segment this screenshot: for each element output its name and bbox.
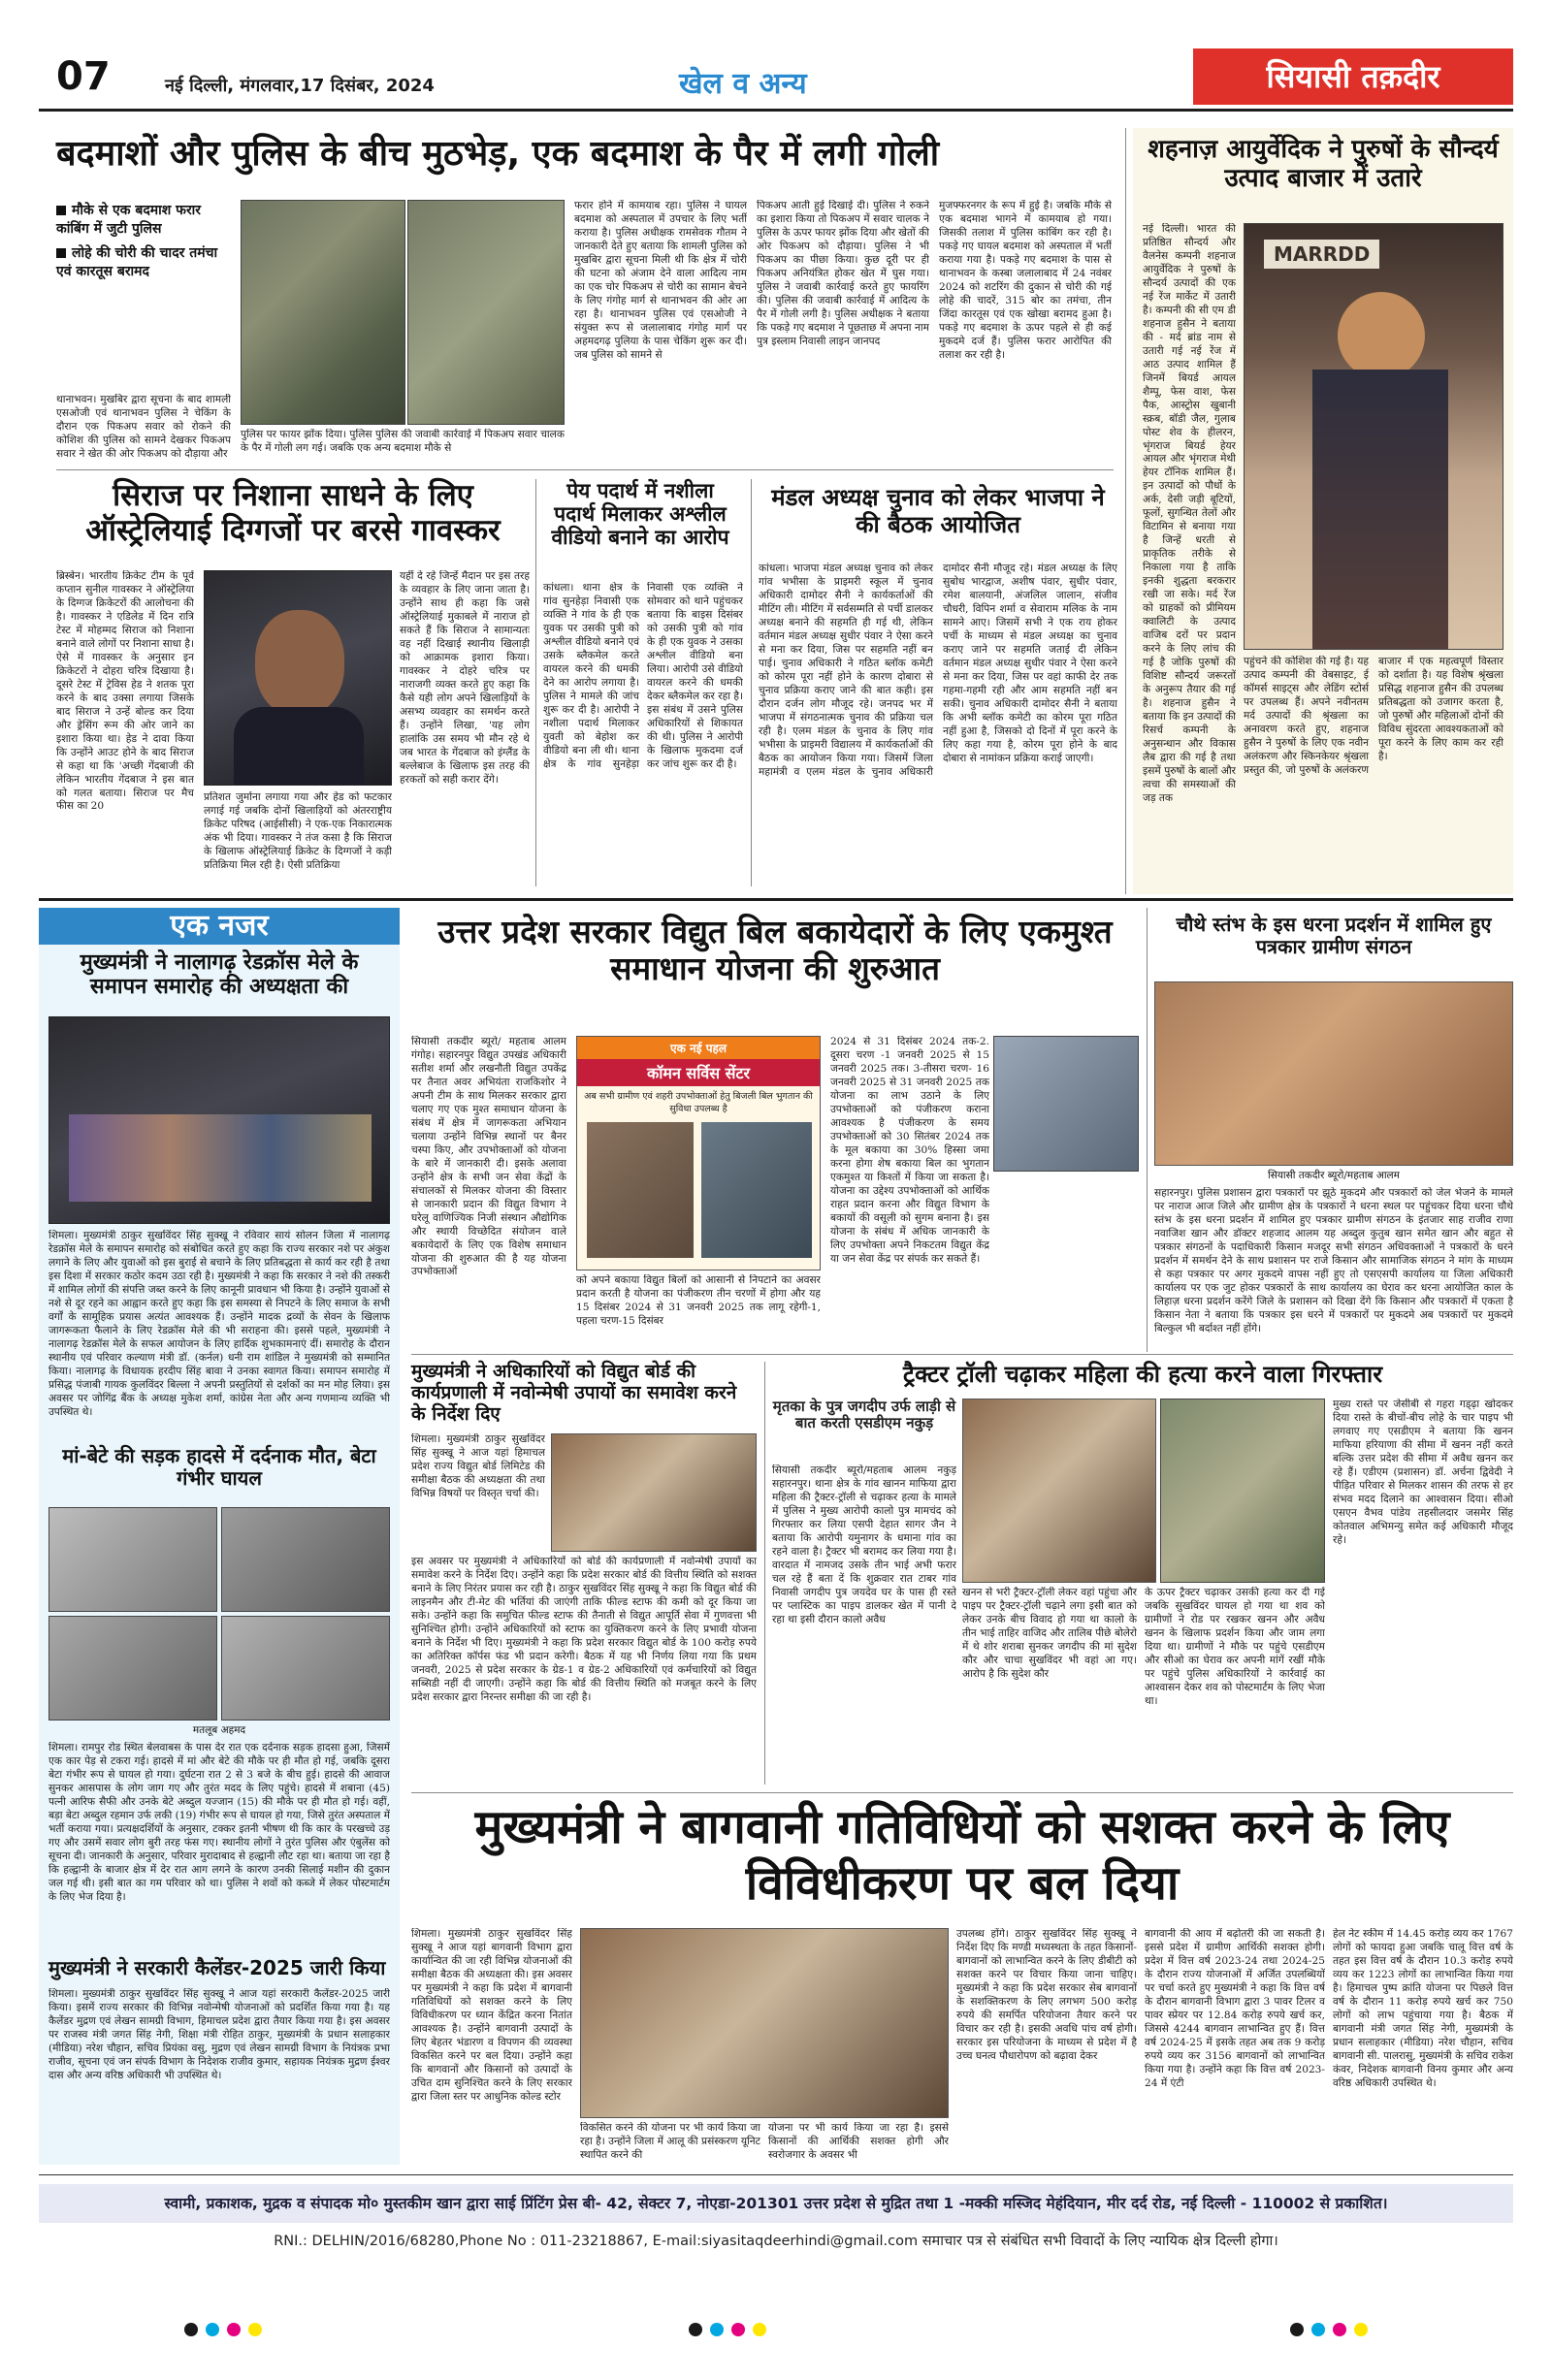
shahnaz-headline: शहनाज़ आयुर्वेदिक ने पुरुषों के सौन्दर्य उत्पाद बाजार में उतारे xyxy=(1148,135,1499,193)
ek-nazar-label: एक नजर xyxy=(39,908,400,945)
nalagarh-photo xyxy=(48,1016,390,1224)
cm-bijli-photo xyxy=(551,1433,757,1552)
marrdd-label: MARRDD xyxy=(1264,240,1379,269)
encounter-col4: मुजफ्फरनगर के रूप में हुई है। जबकि मौके से एक बदमाश भागने में कामयाब हो गया। जिसकी तलाश में पुलिस कांबिंग कर रही है। पकड़े गए घायल बदमाश को अस्पताल में भर्ती कराया गया है। पकड़े गए बदमाश के पास से थानाभवन के कस्बा जलालाबाद में 24 नवंबर 2024 को शटरिंग की दुकान से चोरी की गई लोहे की चादरें, 315 बोर का तमंचा, तीन जिंदा कारतूस एवं एक खोखा बरामद हुआ है। पकड़े गए बदमाश के ऊपर पहले से ही कई मुकदमे दर्ज हैं। पुलिस फरार आरोपित की तलाश कर रही है। xyxy=(939,200,1112,361)
reg-dot-cyan xyxy=(1311,2323,1325,2336)
poster-person-2 xyxy=(701,1122,812,1258)
shahnaz-col1-top: नई दिल्ली। भारत की प्रतिष्ठित सौन्दर्य और वैलनेस कम्पनी शहनाज आयुर्वेदिक ने पुरुषों के सौन्दर्य उत्पादों की एक नई रेंज मार्केट में उतारी है। कम्पनी की सी एम डी शहनाज हुसैन ने बताया की - मर्द ब्रांड नाम से उतारी गई नई रेंज में आठ उत्पाद शामिल हैं जिनमें बियर्ड आयल शैम्पू, फेस वाश, फेस पैक, आस्ट्रोस खुबानी स्क्रब, बॉडी जैल, गुलाब पोस्ट शेव के हीलरन, भृंगराज बियर्ड हेयर आयल और भृंगराज मेथी हेयर टॉनिक शामिल हैं। इन उत्पादों को पौधों के अर्क, देसी जड़ी बूटियों, फूलों, सुगन्धित तेलों और विटामिन से बनाया गया है जिन्हें धरती से प्राकृतिक तरीके से निकाला गया है ताकि इनकी शुद्धता बरकरार रखी जा सके। मर्द रेंज को ग्राहकों को प्रीमियम क्वालिटी के उत्पाद वाजिब दरों पर प्रदान करने के लिए लांच की गई है जोकि पुरुषों की विशिष्ट सौन्दर्य जरूरतों के अनुरूप तैयार की गई है। शहनाज हुसैन ने बताया कि इन उत्पादों की रिसर्च कम्पनी के अनुसन्धान और विकास लैब द्वारा की गई है तथा इसमें पुरुषों के बालों और त्वचा की समस्याओं की जड़ तक xyxy=(1143,223,1236,804)
poster-title: कॉमन सर्विस सेंटर xyxy=(577,1059,820,1086)
reg-dot-cyan xyxy=(206,2323,219,2336)
bagwani-photo xyxy=(580,1928,949,2118)
registration-marks xyxy=(0,2308,1552,2351)
mandal-headline: मंडल अध्यक्ष चुनाव को लेकर भाजपा ने की बैठक आयोजित xyxy=(771,484,1105,538)
reg-dot-black xyxy=(184,2323,198,2336)
poster-person-1 xyxy=(587,1122,694,1258)
bijli-headline: उत्तर प्रदेश सरकार विद्युत बिल बकायेदारों के लिए एकमुश्त समाधान योजना की शुरुआत xyxy=(437,913,1113,987)
encounter-lead: थानाभवन। मुखबिर द्वारा सूचना के बाद शामली एसओजी एवं थानाभवन पुलिस ने चेकिंग के दौरान एक पिकअप सवार को रोकने की कोशिश की पुलिस को सामने देखकर पिकअप सवार ने खेत की ओर पिकअप को दौड़ाया और xyxy=(56,394,231,460)
shahnaz-product-photo xyxy=(1244,223,1504,650)
bagwani-col2: विकसित करने की योजना पर भी कार्य किया जा रहा है। उन्होंने जिला में आलू की प्रसंस्करण यूनिट स्थापित करने की xyxy=(580,2122,760,2161)
bijli-col1: सियासी तकदीर ब्यूरो/ महताब आलम गंगोह। सहारनपुर विद्युत उपखंड अधिकारी सतीश शर्मा और लखनौती विद्युत उपकेंद्र पर तैनात अवर अभियंता राजकिशोर ने अपनी टीम के साथ मिलकर सरकार द्वारा चलाए गए एक मुश्त समाधान योजना के संबंध में क्षेत्र में जागरूकता अभियान चलाया उन्होंने विभिन्न स्थानों पर बैनर चस्पा किए, और उपभोक्ताओं को योजना के बारे में जानकारी दी। इसके अलावा उन्होंने क्षेत्र के सभी जन सेवा केंद्रों के संचालकों से मिलकर योजना की विस्तार से जानकारी प्रदान की विद्युत विभाग ने घरेलू वाणिज्यिक निजी संस्थान औद्योगिक और स्थायी विच्छेदित संयोजन वाले बकायेदारों के लिए एक विशेष समाधान योजना की शुरुआत की है यह योजना उपभोक्ताओं xyxy=(411,1036,566,1278)
poster-top: एक नई पहल xyxy=(577,1037,820,1059)
encounter-col3: पिकअप आती हुई दिखाई दी। पुलिस ने रुकने का इशारा किया तो पिकअप में सवार चालक ने पुलिस के ऊपर फायर झोंक दिया और खेतों की ओर पिकअप को दौड़ाया। पुलिस ने भी पिकअप का पीछा किया। कुछ दूरी पर ही पिकअप अनियंत्रित होकर खेत में घुस गया। पुलिस ने जवाबी कार्रवाई करते हुए फायरिंग की। पुलिस की जवाबी कार्रवाई में आदित्य के पैर में गोली लगी है। पुलिस अधीक्षक ने बताया कि पकड़े गए बदमाश ने पूछताछ में अपना नाम पुत्र इस्लाम निवासी लाइन जानपद xyxy=(757,200,929,347)
accident-photo-caption: मतलूब अहमद xyxy=(192,1724,246,1736)
tractor-col1: सियासी तकदीर ब्यूरो/महताब आलम नकुड़ सहारनपुर। थाना क्षेत्र के गांव खानन माफिया द्वारा महिला की ट्रैक्टर-ट्रॉली से चढ़ाकर हत्या के मामले में पुलिस ने मुख्य आरोपी कालो पुत्र मामचंद को गिरफ्तार कर लिया एसपी देहात सागर जैन ने बताया कि आरोपी यमुनागर के धमाना गांव का रहने वाला है। ट्रैक्टर भी बरामद कर लिया गया है। वारदात में नामजद उसके तीन भाई अभी फरार चल रहे हैं बता दें कि शुक्रवार रात टाबर गांव निवासी जगदीप पुत्र जयदेव घर के पास ही रस्ते पर प्लास्टिक का पाइप डालकर खेत में पानी दे रहा था इसी दौरान कालो अवैध xyxy=(772,1464,956,1625)
masthead-rule xyxy=(39,109,1513,112)
bagwani-headline: मुख्यमंत्री ने बागवानी गतिविधियों को सशक्त करने के लिए विविधीकरण पर बल दिया xyxy=(474,1800,1450,1911)
encounter-photo-2 xyxy=(407,200,565,425)
tractor-photo-caption: खनन से भरी ट्रैक्टर-ट्रॉली लेकर वहां पहुंचा और पाइप पर ट्रैक्टर-ट्रॉली चढ़ाने लगा इसी बात को लेकर उनके बीच विवाद हो गया था कालो के तीन भाई ताहिर वाजिद और तालिब पीछे बोलेरो में थे शोर शराबा सुनकर जगदीप की मां सुदेश कौर और चाचा सुखविंदर भी वहां आ गए। आरोप है कि सुदेश कौर xyxy=(962,1587,1137,1680)
dharna-headline: चौथे स्तंभ के इस धरना प्रदर्शन में शामिल हुए पत्रकार ग्रामीण संगठन xyxy=(1176,913,1492,958)
person-body xyxy=(1312,370,1448,650)
accident-photo-3 xyxy=(48,1616,217,1721)
reg-dot-black xyxy=(1290,2323,1304,2336)
accident-headline: मां-बेटे की सड़क हादसे में दर्दनाक मौत, बेटा गंभीर घायल xyxy=(62,1444,376,1490)
bullet-square-icon xyxy=(56,248,66,258)
bagwani-col3: योजना पर भी कार्य किया जा रहा है। इससे किसानों की आर्थिकी सशक्त होगी और स्वरोजगार के अवसर भी xyxy=(768,2122,949,2161)
poster-sub: अब सभी ग्रामीण एवं शहरी उपभोक्ताओं हेतु बिजली बिल भुगतान की सुविधा उपलब्ध है xyxy=(584,1091,813,1114)
shahnaz-col2: पहुंचने की कोशिश की गई है। यह उत्पाद कम्पनी की वेबसाइट, ई कॉमर्स साइट्स और लेडिंग स्टोर्स पर उपलब्ध हैं। अपने नवीनतम मर्द उत्पादों की श्रृंखला का अनावरण करते हुए, शहनाज हुसैन ने पुरुषों के लिए एक नवीन अलंकरण और स्किनकेयर श्रृंखला प्रस्तुत की, जो पुरुषों के अलंकरण बाजार में एक महत्वपूर्ण विस्तार को दर्शाता है। यह विशेष श्रृंखला प्रसिद्ध शहनाज हुसैन की उपलब्ध प्रतिबद्धता को उजागर करता है, जो पुरुषों और महिलाओं दोनों की विविध सुंदरता आवश्यकताओं को पूरा करने के लिए काम कर रही है। xyxy=(1244,656,1504,776)
divider xyxy=(1147,908,1148,1352)
encounter-bullets xyxy=(56,202,231,281)
mandal-body: कांधला। भाजपा मंडल अध्यक्ष चुनाव को लेकर गांव भभीसा के प्राइमरी स्कूल में चुनाव अधिकारी दामोदर सैनी ने कार्यकर्ताओं की मीटिंग ली। मीटिंग में सर्वसम्मति से पर्ची डालकर अध्यक्ष बनाने की सहमति ही गई थी, लेकिन वर्तमान मंडल अध्यक्ष सुधीर पंवार ने ऐसा करने से मना कर दिया, जिस पर सहमति नहीं बन पाई। चुनाव अधिकारी ने गठित ब्लॉक कमेटी को कोरम पूरा नहीं होने के कारण दोबारा से चुनाव प्रक्रिया कराए जाने की बात कही। इस दौरान दर्जन लोग मौजूद रहे। जनपद भर में भाजपा में संगठनात्मक चुनाव की प्रक्रिया चल रही है। एलम मंडल के चुनाव के लिए गांव भभीसा के प्राइमरी विद्यालय में कार्यकर्ताओं की बैठक का आयोजन किया गया। जिसमें जिला महामंत्री व एलम मंडल के चुनाव अधिकारी दामोदर सैनी मौजूद रहे। मंडल अध्यक्ष के लिए सुबोध भारद्वाज, अशीष पंवार, सुधीर पंवार, रमेश बालयानी, अंजलिल जालान, संजीव चौधरी, विपिन शर्मा व सेवाराम मलिक के नाम सामने आए। जिसमें सभी ने एक राय होकर पर्ची के माध्यम से मंडल अध्यक्ष का चुनाव कराए जाने पर सहमति जताई दी लेकिन वर्तमान मंडल अध्यक्ष सुधीर पंवार ने ऐसा करने से मना कर दिया, जिस पर वहां काफी देर तक गहमा-गहमी रही और आम सहमति नहीं बन सकी। चुनाव अधिकारी दामोदर सैनी ने बताया कि अभी ब्लॉक कमेटी का कोरम पूरा गठित नहीं हुआ है, जिसको दो दिनों में पूरा करने के लिए कहा गया है, कोरम पूरा होने के बाद दोबारा से नामांकन प्रक्रिया कराई जाएगी। xyxy=(759,563,1117,778)
reg-dot-yellow xyxy=(753,2323,766,2336)
reg-dot-magenta xyxy=(1333,2323,1346,2336)
encounter-col2: फरार होने में कामयाब रहा। पुलिस ने घायल बदमाश को अस्पताल में उपचार के लिए भर्ती कराया है। पुलिस अधीक्षक रामसेवक गौतम ने जानकारी देते हुए बताया कि शामली पुलिस को मुखबिर द्वारा सूचना मिली थी कि क्षेत्र में चोरी की घटना को अंजाम देने वाला आदित्य नाम का एक चोर पिकअप से चोरी का सामान बेचने के लिए गंगोह मार्ग से थानाभवन की ओर आ रहा है। थानाभवन पुलिस एवं एसओजी ने संयुक्त रूप से जलालाबाद गंगोह मार्ग पर अहमदगढ़ पुलिया के पास चेकिंग शुरू कर दी। जब पुलिस को सामने से xyxy=(574,200,747,361)
reg-dot-black xyxy=(689,2323,702,2336)
divider xyxy=(1125,128,1126,894)
tractor-subheadline: मृतका के पुत्र जगदीप उर्फ लाड़ी से बात करती एसडीएम नकुड़ xyxy=(772,1398,956,1432)
encounter-headline: बदमाशों और पुलिस के बीच मुठभेड़, एक बदमाश के पैर में लगी गोली xyxy=(56,134,940,174)
gavaskar-col2: प्रतिशत जुर्माना लगाया गया और हेड को फटकार लगाई गई जबकि दोनों खिलाड़ियों को अंतरराष्ट्रीय क्रिकेट परिषद (आईसीसी) ने एक-एक निकारात्मक अंक भी दिया। गावस्कर ने तंज कसा है कि सिराज के खिलाफ ऑस्ट्रेलियाई क्रिकेट के दिग्गजों ने कड़ी प्रतिक्रिया मिल रही है। ऐसी प्रतिक्रिया xyxy=(204,791,392,871)
reg-dot-magenta xyxy=(731,2323,745,2336)
bagwani-col1: शिमला। मुख्यमंत्री ठाकुर सुखविंदर सिंह सुक्खू ने आज यहां बागवानी विभाग द्वारा कार्यान्वित की जा रही विभिन्न योजनाओं की समीक्षा बैठक की अध्यक्षता की। इस अवसर पर मुख्यमंत्री ने कहा कि प्रदेश में बागवानी गतिविधियों को सशक्त करने के लिए विविधीकरण पर ध्यान केंद्रित करना नितांत आवश्यक है। उन्होंने बागवानी उत्पादों के लिए बेहतर भंडारण व विपणन की व्यवस्था विकसित करने पर बल दिया। उन्होंने कहा कि बागवानों और किसानों को उत्पादों के उचित दाम सुनिश्चित करने के लिए सरकार द्वारा जिला स्तर पर आधुनिक कोल्ड स्टोर xyxy=(411,1928,572,2103)
section-rule xyxy=(39,898,1513,901)
nalagarh-body: शिमला। मुख्यमंत्री ठाकुर सुखविंदर सिंह सुक्खू ने रविवार सायं सोलन जिला में नालागढ़ रेडक्रॉस मेले के समापन समारोह को संबोधित करते हुए कहा कि राज्य सरकार नशे पर अंकुश लगाने के लिए और युवाओं को इस बुराई से बचाने के लिए प्रतिबद्धता से कार्य कर रही है तथा इस दिशा में सरकार कठोर कदम उठा रही है। मुख्यमंत्री ने कहा कि सरकार ने नशे की तस्करी में शामिल लोगों की संपत्ति जब्त करने के लिए कानूनी प्रावधान भी किया है। उन्होंने युवाओं से नशे से दूर रहने का आह्वान करते हुए कहा कि इस समस्या से निपटने के लिए समाज के सभी वर्गों के सामूहिक प्रयास अत्यंत आवश्यक हैं। उन्होंने मादक द्रव्यों के सेवन के खिलाफ जागरूकता फैलाने के लिए रेडक्रॉस मेले की भी सराहना की। इससे पहले, मुख्यमंत्री ने नालागढ़ रेडक्रॉस मेले के सफल आयोजन के लिए हार्दिक शुभकामनाएं दीं। समारोह के दौरान स्थानीय एवं परिवार कल्याण मंत्री डॉ. (कर्नल) धनी राम शांडिल ने मुख्यमंत्री को सम्मानित किया। नालागढ़ के विधायक हरदीप सिंह बावा ने उनका स्वागत किया। समापन समारोह में प्रसिद्ध पंजाबी गायक कुलविंदर बिल्ला ने अपनी प्रस्तुतियों से दर्शकों का मन मोह लिया। इस अवसर पर जोगिंद्र बैंक के अध्यक्ष मुकेश शर्मा, कांग्रेस नेता और अन्य गणमान्य व्यक्ति भी उपस्थित थे। xyxy=(48,1230,390,1418)
cm-bijli-body: इस अवसर पर मुख्यमंत्री ने अधिकारियों को बोर्ड की कार्यप्रणाली में नवोन्मेषी उपायों का समावेश करने के निर्देश दिए। उन्होंने कहा कि प्रदेश सरकार बोर्ड की वित्तीय स्थिति को सशक्त बनाने के लिए निरंतर प्रयास कर रही है। ठाकुर सुखविंदर सिंह सुक्खू ने कहा कि विद्युत बोर्ड की लाइनमैन और टी-मेट की भर्तियां की जाएंगी ताकि फील्ड स्टाफ की कमी को दूर किया जा सके। उन्होंने कहा कि समुचित फील्ड स्टाफ की तैनाती से विद्युत आपूर्ति सेवा में गुणवत्ता भी सुनिश्चित होगी। उन्होंने अधिकारियों को स्टाफ का युक्तिकरण करने के लिए प्रभावी योजना बनाने के निर्देश भी दिए। मुख्यमंत्री ने कहा कि प्रदेश सरकार विद्युत बोर्ड के 100 करोड़ रुपये का अतिरिक्त कॉर्पस फंड भी प्रदान करेगी। बैठक में यह भी निर्णय लिया गया कि प्रथम जनवरी, 2025 से प्रदेश सरकार के ग्रेड-1 व ग्रेड-2 अधिकारियों एवं कर्मचारियों को विद्युत सब्सिडी नहीं दी जाएगी। उन्होंने कहा कि बोर्ड की वित्तीय स्थिति को मजबूत करने के लिए प्रदेश सरकार द्वारा निरन्तर समीक्षा की जा रही है। xyxy=(411,1556,757,1703)
encounter-bullet-1 xyxy=(56,202,231,239)
video-body: कांधला। थाना क्षेत्र के गांव सुनहेड़ा निवासी एक व्यक्ति ने गांव के ही एक युवक पर उसकी पुत्री को अश्लील वीडियो बनाने एवं उसके ब्लैकमेल करते वायरल करने की धमकी देने का आरोप लगाया है। पुलिस ने मामले की जांच शुरू कर दी है। आरोपी ने नशीला पदार्थ मिलाकर युवती को बेहोश कर वीडियो बना ली थी। थाना क्षेत्र के गांव सुनहेड़ा निवासी एक व्यक्ति ने सोमवार को थाने पहुंचकर बताया कि बाइस दिसंबर को उसकी पुत्री को गांव के ही एक युवक ने उसका अश्लील वीडियो बना लिया। आरोपी उसे वीडियो वायरल करने की धमकी देकर ब्लैकमेल कर रहा है। इस संबंध में उसने पुलिस अधिकारियों से शिकायत की थी। पुलिस ने आरोपी के खिलाफ मुकदमा दर्ज कर जांच शुरू कर दी है। xyxy=(543,582,743,770)
accident-photo-2 xyxy=(221,1507,390,1612)
bijli-poster xyxy=(576,1036,821,1270)
divider xyxy=(411,1354,1513,1355)
tractor-col2: के ऊपर ट्रैक्टर चढ़ाकर उसकी हत्या कर दी गई जबकि सुखविंदर घायल हो गया था शव को ग्रामीणों ने रोड पर रखकर खनन और अवैध खनन के खिलाफ प्रदर्शन किया और जाम लगा दिया था। ग्रामीणों ने मौके पर पहुंचे एसडीएम और सीओ का घेराव कर अपनी मांगें रखीं मौके पर पहुंचे पुलिस अधिकारियों ने कार्रवाई का आश्वासन देकर शव को पोस्टमार्टम के लिए भेजा था। xyxy=(1145,1587,1325,1707)
divider xyxy=(535,479,536,886)
face-shape xyxy=(255,610,344,717)
accident-photo-4 xyxy=(221,1616,390,1721)
tractor-col3: मुख्य रास्ते पर जेसीबी से गहरा गड्ढ़ा खोदकर दिया रास्ते के बीचों-बीच लोहे के चार पाइप भी लगवाए गए एसडीएम ने बताया कि खनन माफिया हरियाणा की सीमा में खनन नहीं करते बल्कि उत्तर प्रदेश की सीमा में अवैध खनन कर रहे हैं। एडीएम (प्रशासन) डॉ. अर्चना द्विवेदी ने पीड़ित परिवार से मिलकर शासन की तरफ से हर संभव मदद दिलाने का आश्वासन दिया। सीओ एसएन वैभव पांडेय तहसीलदार जसमेर सिंह कोतवाल अभिमन्यु समेत कई अधिकारी मौजूद रहे। xyxy=(1333,1399,1513,1546)
dharna-photo-caption: सियासी तकदीर ब्यूरो/महताब आलम xyxy=(1268,1170,1400,1181)
divider xyxy=(751,479,752,886)
bagwani-col6: हेल नेट स्कीम में 14.45 करोड़ व्यय कर 1767 लोगों को फायदा हुआ जबकि चालू वित्त वर्ष के तहत इस वित्त वर्ष के दौरान 10.3 करोड़ रुपये व्यय कर 1223 लोगों का लाभान्वित किया गया है। हिमाचल पुष्प क्रांति योजना पर पिछले वित्त वर्ष के दौरान 11 करोड़ रुपये खर्च कर 750 लोगों को लाभ पहुंचाया गया है। बैठक में बागवानी मंत्री जगत सिंह नेगी, मुख्यमंत्री के प्रधान सलाहकार (मीडिया) नरेश चौहान, सचिव बागवानी सी. पालरासु, मुख्यमंत्री के सचिव राकेश कंवर, निदेशक बागवानी विनय कुमार और अन्य वरिष्ठ अधिकारी उपस्थित थे। xyxy=(1333,1928,1513,2089)
dharna-body: सहारनपुर। पुलिस प्रशासन द्वारा पत्रकारों पर झूठे मुकदमे और पत्रकारों को जेल भेजने के मामले पर नाराज आज जिले और ग्रामीण क्षेत्र के पत्रकारों ने धरना स्थल पर पहुंचकर दिया धरना चौथे स्तंभ के इस धरना प्रदर्शन में शामिल हुए पत्रकार ग्रामीण संगठन के इंतजार साह राजीव राणा नवाजिश खान और डॉक्टर शहजाद आलम यह अब्दुल कुतुब खान समेत खान और बहुत से पत्रकार संगठनों के पदाधिकारी किसान मजदूर सभी संगठन अधिवक्ताओं ने पत्रकारों के धरने प्रदर्शन में समर्थन देने के साथ प्रशासन पर राजे किसान और सामाजिक संगठन ने मांग के माध्यम से कहा पत्रकार पर अगर मुकदमे वापस नहीं हुए तो एसएसपी कार्यालय या जिला अधिकारी कार्यालय पर एक जुट होकर पत्रकारों के साथ कार्यालय का घेराव कर धरना आयोजित काल के लिहाज़ धरना प्रदर्शन करेंगे जिले के प्रशासन को दिखा देंगे कि किसान और पत्रकारों में एकता है किसान नेता ने बताया कि पत्रकार इस धरने में पत्रकारों पर मुकदमे अब पत्रकारों पर मुकदमे बिल्कुल भी बर्दाश्त नहीं होंगे। xyxy=(1154,1187,1513,1335)
dharna-photo xyxy=(1154,981,1513,1166)
gavaskar-col1: ब्रिस्बेन। भारतीय क्रिकेट टीम के पूर्व कप्तान सुनील गावस्कर ने ऑस्ट्रेलिया के दिग्गज क्रिकेटरों की आलोचना की है। गावस्कर ने एडिलेड में दिन रात्रि टेस्ट में मोहम्मद सिराज को निशाना बनाने वाले लोगों पर निशाना साधा है। ऐसे में गावस्कर के अनुसार इन क्रिकेटरों ने दोहरा चरित्र दिखाया है। दूसरे टेस्ट में ट्रेविस हेड ने शतक पूरा करने के बाद उक्सा लगाया जिसके बाद सिराज ने उन्हें बोल्ड कर दिया और ड्रेसिंग रूम की ओर जाने का इशारा किया था। हेड ने दावा किया कि उन्होंने आउट होने के बाद सिराज से कहा था कि 'अच्छी गेंदबाजी की लेकिन भारतीय गेंदबाज ने इस बात को गलत बताया। सिराज पर मैच फीस का 20 xyxy=(56,570,194,813)
shoulder-shape xyxy=(234,707,364,786)
encounter-photo-caption: पुलिस पर फायर झोंक दिया। पुलिस पुलिस की जवाबी कार्रवाई में पिकअप सवार चालक के पैर में गोली लग गई। जबकि एक अन्य बदमाश मौके से xyxy=(241,429,565,454)
bijli-col3: 2024 से 31 दिसंबर 2024 तक-2. दूसरा चरण -1 जनवरी 2025 से 15 जनवरी 2025 तक। 3-तीसरा चरण- 16 जनवरी 2025 से 31 जनवरी 2025 तक योजना का लाभ उठाने के लिए उपभोक्ताओं को पंजीकरण कराना आवश्यक है पंजीकरण के समय उपभोक्ताओं को 30 सितंबर 2024 तक के मूल बकाया का 30% हिस्सा जमा करना होगा शेष बकाया बिल का भुगतान एकमुश्त या किश्तों में किया जा सकता है। योजना का उद्देश्य उपभोक्ताओं को आर्थिक राहत प्रदान करना और विद्युत विभाग के बकायों की वसूली को सुगम बनाना है। इस योजना के संबंध में अधिक जानकारी के लिए उपभोक्ता अपने निकटतम विद्युत केंद्र या जन सेवा केंद्र पर संपर्क कर सकते हैं। xyxy=(830,1036,989,1265)
bullet-square-icon xyxy=(56,206,66,215)
accident-body: शिमला। रामपुर रोड स्थित बेलवाबस के पास देर रात एक दर्दनाक सड़क हादसा हुआ, जिसमें एक कार पेड़ से टकरा गई। हादसे में मां और बेटे की मौके पर ही मौत हो गई, जबकि दूसरा बेटा गंभीर रूप से घायल हो गया। दुर्घटना रात 2 से 3 बजे के बीच हुई। हादसे की आवाज सुनकर आसपास के लोग जाग गए और तुरंत मदद के लिए पहुंचे। हादसे में शबाना (45) पत्नी आरिफ सैफी और उनके बेटे अब्दुल यज्जान (15) की मौके पर ही मौत हो गई। वहीं, बड़ा बेटा अब्दुल रहमान उर्फ लकी (19) गंभीर रूप से घायल हो गया, जिसे तुरंत अस्पताल में भर्ती कराया गया। प्रत्यक्षदर्शियों के अनुसार, टक्कर इतनी भीषण थी कि कार के परखच्चे उड़ गए और उसमें सवार लोग बुरी तरह फंस गए। स्थानीय लोगों ने तुरंत पुलिस और एंबुलेंस को सूचना दी। जानकारी के अनुसार, परिवार मुरादाबाद से हल्द्वानी लौट रहा था। बताया जा रहा है कि हल्द्वानी के बाजार क्षेत्र में देर रात आग लगने के कारण उनकी सिलाई मशीन की दुकान जल गई थी। इसी बात का गम परिवार को था। पुलिस ने शवों को कब्जे में लेकर पोस्टमार्टम के लिए भेज दिया है। xyxy=(48,1742,390,1903)
cm-bijli-headline: मुख्यमंत्री ने अधिकारियों को विद्युत बोर्ड की कार्यप्रणाली में नवोन्मेषी उपायों का समावेश करने के निर्देश दिए xyxy=(411,1361,737,1425)
bijli-side-photo xyxy=(993,1036,1139,1172)
reg-dot-yellow xyxy=(248,2323,262,2336)
encounter-photo-1 xyxy=(241,200,405,425)
calendar-body: शिमला। मुख्यमंत्री ठाकुर सुखविंदर सिंह सुक्खू ने आज यहां सरकारी कैलेंडर-2025 जारी किया। इसमें राज्य सरकार की विभिन्न नवोन्मेषी योजनाओं को प्रदर्शित किया गया है। यह कैलेंडर मुद्रण एवं लेखन सामग्री विभाग, हिमाचल प्रदेश द्वारा तैयार किया गया है। इस अवसर पर राजस्व मंत्री जगत सिंह नेगी, शिक्षा मंत्री रोहित ठाकुर, मुख्यमंत्री के प्रधान सलाहकार (मीडिया) नरेश चौहान, सचिव प्रियंका वसु, मुद्रण एवं लेखन सामग्री विभाग के नियंत्रक प्रभा राजीव, सूचना एवं जन संपर्क विभाग के निदेशक राजीव कुमार, सहायक नियंत्रक मुद्रण ईश्वर दास और अन्य वरिष्ठ अधिकारी भी उपस्थित थे। xyxy=(48,1988,390,2081)
section-label: खेल व अन्य xyxy=(679,67,807,101)
calendar-headline: मुख्यमंत्री ने सरकारी कैलेंडर-2025 जारी किया xyxy=(48,1956,386,1979)
video-headline: पेय पदार्थ में नशीला पदार्थ मिलाकर अश्लील वीडियो बनाने का आरोप xyxy=(551,479,729,550)
footer-imprint: स्वामी, प्रकाशक, मुद्रक व संपादक मो० मुस्तकीम खान द्वारा साई प्रिंटिंग प्रेस बी- 42, सेक्टर 7, नोएडा-201301 उत्तर प्रदेश से मुद्रित तथा 1 -मक्की मस्जिद मेहंदियान, मीर दर्द रोड, नई दिल्ली - 110002 से प्रकाशित। xyxy=(39,2184,1513,2223)
encounter-bullet-2-text: लोहे की चोरी की चादर तमंचा एवं कारतूस बरामद xyxy=(56,244,218,279)
crowd-shape xyxy=(69,1114,372,1202)
dateline: नई दिल्ली, मंगलवार,17 दिसंबर, 2024 xyxy=(165,76,435,96)
gavaskar-photo xyxy=(204,570,392,786)
bagwani-col4: उपलब्ध होंगे। ठाकुर सुखविंदर सिंह सुक्खू ने निर्देश दिए कि मण्डी मध्यस्थता के तहत किसानों-बागवानों को लाभान्वित करने के लिए डीबीटी को सशक्त करने पर विचार किया जाना चाहिए। मुख्यमंत्री ने कहा कि प्रदेश सरकार सेब बागवानों के सशक्तिकरण के लिए लगभग 500 करोड़ रुपये की समर्पित परियोजना तैयार करने पर विचार कर रही है। इसकी अवधि पांच वर्ष होगी। सरकार इस परियोजना के माध्यम से प्रदेश में है उच्च घनत्व पौधारोपण को बढ़ावा देकर xyxy=(956,1928,1137,2062)
footer-rule xyxy=(39,2174,1513,2175)
gavaskar-col3: यहीं दे रहे जिन्हें मैदान पर इस तरह के व्यवहार के लिए जाना जाता है। उन्होंने साथ ही कहा कि जसे ऑस्ट्रेलियाई मुकाबले में नाराज हो सकते हैं कि सिराज ने सामान्यतः वह नहीं दिखाई स्थानीय खिलाड़ी को आक्रामक इशारा किया। गावस्कर ने दोहरे चरित्र पर नाराजगी व्यक्त करते हुए कहा कि कैसे यही लोग अपने खिलाड़ियों के असभ्य व्यवहार का समर्थन करते हैं। उन्होंने लिखा, 'यह लोग हालांकि उस समय भी मौन रहे थे जब भारत के गेंदबाज को इंग्लैंड के बल्लेबाज के खिलाफ इस तरह की हरकतों को सही करार देंगे। xyxy=(400,570,530,786)
divider xyxy=(764,1362,765,1785)
cm-bijli-lead: शिमला। मुख्यमंत्री ठाकुर सुखविंदर सिंह सुक्खू ने आज यहां हिमाचल प्रदेश राज्य विद्युत बोर्ड लिमिटेड की समीक्षा बैठक की अध्यक्षता की तथा विभिन्न विषयों पर विस्तृत चर्चा की। xyxy=(411,1433,545,1499)
reg-dot-yellow xyxy=(1354,2323,1368,2336)
encounter-bullet-2 xyxy=(56,244,231,281)
tractor-headline: ट्रैक्टर ट्रॉली चढ़ाकर महिला की हत्या करने वाला गिरफ्तार xyxy=(902,1361,1383,1388)
gavaskar-headline: सिराज पर निशाना साधने के लिए ऑस्ट्रेलियाई दिग्गजों पर बरसे गावस्कर xyxy=(85,478,501,548)
footer-registration: RNI.: DELHIN/2016/68280,Phone No : 011-23218867, E-mail:siyasitaqdeerhindi@gmail.com समाचार पत्र से संबंधित सभी विवादों के लिए न्यायिक क्षेत्र दिल्ली होगा। xyxy=(274,2234,1278,2249)
bagwani-col5: बागवानी की आय में बढ़ोतरी की जा सकती है। इससे प्रदेश में ग्रामीण आर्थिकी सशक्त होगी। प्रदेश में वित्त वर्ष 2023-24 तथा 2024-25 के दौरान राज्य योजनाओं में अर्जित उपलब्धियों पर चर्चा करते हुए मुख्यमंत्री ने कहा कि वित्त वर्ष के दौरान बागवानी विभाग द्वारा 3 पावर टिलर व पावर स्प्रेयर पर 12.84 करोड़ रुपये खर्च कर, जिससे 4244 बागवान लाभान्वित हुए हैं। वित्त वर्ष 2024-25 में इसके तहत अब तक 9 करोड़ रुपये व्यय कर 3156 बागवानों को लाभान्वित किया गया है। उन्होंने कहा कि वित्त वर्ष 2023-24 में एंटी xyxy=(1145,1928,1325,2089)
nalagarh-headline: मुख्यमंत्री ने नालागढ़ रेडक्रॉस मेले के समापन समारोह की अध्यक्षता की xyxy=(80,950,359,1000)
divider xyxy=(56,469,1114,470)
reg-dot-magenta xyxy=(227,2323,241,2336)
reg-dot-cyan xyxy=(710,2323,724,2336)
tractor-photo-1 xyxy=(962,1399,1156,1583)
bijli-photo-caption: को अपने बकाया विद्युत बिलों को आसानी से निपटाने का अवसर प्रदान करती है योजना का पंजीकरण तीन चरणों में होगा और यह 15 दिसंबर 2024 से 31 जनवरी 2025 तक लागू रहेगी-1, पहला चरण-15 दिसंबर xyxy=(576,1274,821,1327)
page-number: 07 xyxy=(56,54,111,99)
encounter-bullet-1-text: मौके से एक बदमाश फरार कांबिंग में जुटी पुलिस xyxy=(56,203,202,237)
person-head xyxy=(1338,292,1425,379)
tractor-photo-2 xyxy=(1160,1399,1325,1583)
brand-logo: सियासी तक़दीर xyxy=(1193,48,1513,105)
accident-photo-1 xyxy=(48,1507,217,1612)
divider xyxy=(411,1792,1513,1793)
